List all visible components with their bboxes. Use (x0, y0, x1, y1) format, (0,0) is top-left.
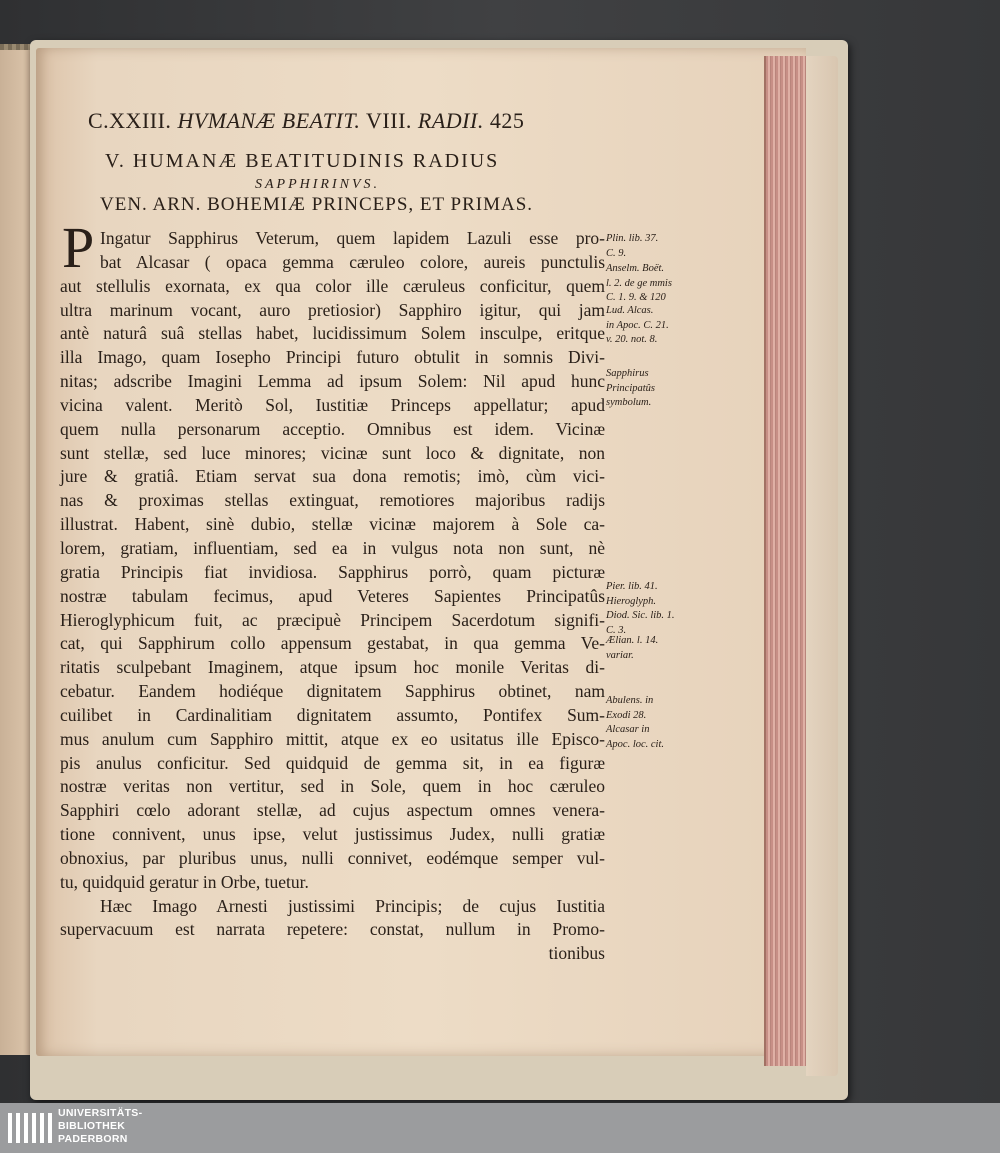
footer-bar (0, 1103, 1000, 1153)
library-name-line: PADERBORN (58, 1133, 128, 1145)
text-line: Hieroglyphicum fuit, ac præcipuè Principem Sacerdotum signifi- (60, 609, 605, 630)
margin-note (606, 694, 664, 752)
margin-note-line: Anselm. Boët. (606, 263, 665, 274)
margin-note-line: Pier. lib. 41. (606, 581, 658, 592)
text-line: illustrat. Habent, sinè dubio, stellæ vicinæ majorem à Sole ca- (60, 514, 605, 535)
margin-note-line: Plin. lib. 37. (606, 233, 659, 244)
text-line: bat Alcasar ( opaca gemma cæruleo colore, aureis punctulis (100, 251, 605, 272)
margin-note-line: Lud. Alcas. (606, 305, 654, 316)
running-head-section: RADII. (417, 108, 484, 133)
text-line: quem nulla personarum acceptio. Omnibus est idem. Vicinæ (60, 418, 605, 439)
text-line: cat, qui Sapphirum collo appensum gestabat, in qua gemma Ve- (60, 633, 605, 654)
page-edges (764, 56, 808, 1066)
text-line: Ingatur Sapphirus Veterum, quem lapidem Lazuli esse pro- (100, 228, 605, 248)
text-line: tionibus (548, 943, 605, 964)
text-line: illa Imago, quam Iosepho Principi futuro obtulit in somnis Divi- (60, 347, 605, 368)
text-line: cuilibet in Cardinalitiam dignitatem assumto, Pontifex Sum- (60, 704, 605, 725)
body-text (60, 227, 605, 966)
text-line: obnoxius, par pluribus unus, nulli connivet, eodémque semper vul- (60, 847, 605, 868)
text-line: aut stellulis exornata, ex qua color ille cæruleus conficitur, quem (60, 275, 605, 296)
margin-note-line: symbolum. (606, 397, 652, 408)
text-line: mus anulum cum Sapphiro mittit, atque ex eo usitatus ille Episco- (60, 728, 605, 749)
margin-note-line: v. 20. not. 8. (606, 334, 658, 345)
section-heading: V. HUMANÆ BEATITUDINIS RADIUS (105, 150, 500, 172)
margin-note-line: Alcasar in (606, 724, 650, 735)
dedication-heading: VEN. ARN. BOHEMIÆ PRINCEPS, ET PRIMAS. (100, 194, 534, 215)
margin-note (606, 580, 675, 638)
margin-note-line: Exodi 28. (606, 709, 647, 721)
text-line: vicina valent. Meritò Sol, Iustitiæ Princeps appellatur; apud (60, 394, 605, 415)
margin-note-line: l. 2. de ge mmis (606, 277, 672, 289)
margin-note-line: Principatûs (606, 382, 655, 394)
text-line: tione connivent, unus ipse, velut justissimus Judex, nulli gratiæ (60, 824, 605, 845)
text-line: ultra marinum vocant, auro pretiosior) Sapphiro igitur, qui jam (60, 299, 605, 320)
text-line: lorem, gratiam, influentiam, sed ea in vulgus nota non sunt, nè (60, 537, 605, 558)
text-line: gratia Principis fiat invidiosa. Sapphirus porrò, quam picturæ (60, 561, 605, 582)
library-logo-icon (6, 1109, 54, 1147)
text-line: nitas; adscribe Imagini Lemma ad ipsum Solem: Nil apud hunc (60, 371, 605, 392)
margin-note-line: C. 1. 9. & 120 (606, 292, 666, 303)
text-line: ritatis sculpebant Imaginem, atque ipsum hoc monile Veritas di- (60, 657, 605, 678)
margin-note (606, 304, 669, 348)
margin-note-line: Ælian. l. 14. (606, 635, 659, 646)
library-name-line: UNIVERSITÄTS- (58, 1107, 143, 1119)
text-line: sunt stellæ, sed luce minores; vicinæ sunt loco & dignitate, non (60, 442, 605, 463)
text-line: cebatur. Eandem hodiéque dignitatem Sapphirus obtinet, nam (60, 681, 605, 702)
running-head (88, 108, 618, 134)
margin-note-line: in Apoc. C. 21. (606, 319, 669, 331)
text-line: jure & gratiâ. Etiam servat sua dona remotis; imò, cùm vici- (60, 466, 605, 487)
margin-note (606, 634, 658, 663)
margin-note-line: Diod. Sic. lib. 1. (606, 610, 675, 621)
margin-note-line: variar. (606, 649, 634, 661)
text-line: Hæc Imago Arnesti justissimi Principis; de cujus Iustitia (100, 895, 605, 916)
text-line: nas & proximas stellas extinguat, remotiores majoribus radijs (60, 490, 605, 511)
text-line: nostræ veritas non vertitur, sed in Sole, quem in hoc cæruleo (60, 776, 605, 797)
running-head-number: VIII. (366, 108, 412, 133)
margin-note-line: Sapphirus (606, 368, 649, 379)
library-name-line: BIBLIOTHEK (58, 1120, 126, 1132)
margin-note (606, 232, 658, 261)
margin-note (606, 262, 672, 306)
text-line: supervacuum est narrata repetere: constat, nullum in Promo- (60, 919, 605, 940)
text-line: Sapphiri cœlo adorant stellæ, ad cujus aspectum omnes venera- (60, 800, 605, 821)
text-line: antè naturâ suâ stellas habet, lucidissimum Solem insculpe, eritque (60, 323, 605, 344)
margin-note-line: C. 9. (606, 247, 627, 259)
margin-note (606, 367, 655, 411)
cover-edge (806, 56, 838, 1076)
margin-note-line: Hieroglyph. (606, 595, 657, 607)
text-line: pis anulus conficitur. Sed quidquid de gemma sit, in ea figuræ (60, 752, 605, 773)
page-number: 425 (489, 108, 525, 133)
drop-cap: P (62, 215, 95, 280)
text-line: nostræ tabulam fecimus, apud Veteres Sapientes Principatûs (60, 585, 605, 606)
running-head-title: HVMANÆ BEATIT. (177, 108, 361, 133)
section-subheading: SAPPHIRINVS. (255, 177, 381, 192)
library-name (58, 1107, 142, 1146)
text-line: tu, quidquid geratur in Orbe, tuetur. (60, 871, 309, 892)
margin-note-line: Abulens. in (606, 695, 654, 706)
margin-note-line: Apoc. loc. cit. (606, 738, 665, 750)
margin-note-line: C. 3. (606, 624, 627, 636)
running-head-chapter: C.XXIII. (88, 108, 172, 133)
